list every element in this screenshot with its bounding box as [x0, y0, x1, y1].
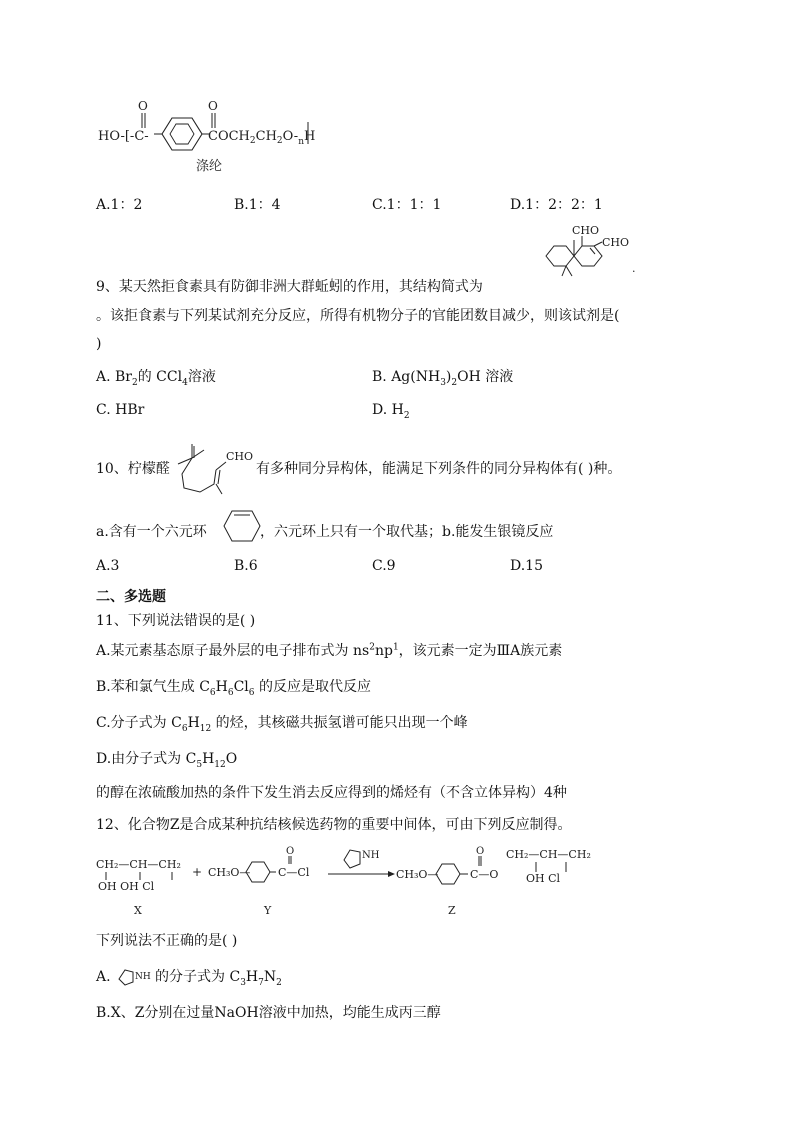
q12-reaction-drawing: [96, 842, 696, 922]
q12-option-a[interactable]: A. NH 的分子式为 $C_3H_7N_2$: [96, 969, 282, 988]
q9-stem-line1: 9、某天然拒食素具有防御非洲大群蚯蚓的作用，其结构简式为: [96, 279, 483, 295]
q12-reaction-scheme: [96, 842, 696, 922]
q8-option-d[interactable]: D.1：2：2：1: [510, 197, 603, 213]
q9-option-d[interactable]: D. $H_2$: [372, 402, 410, 421]
x-label: X: [134, 904, 142, 917]
q11-option-d-continued: 的醇在浓硫酸加热的条件下发生消去反应得到的烯烃有（不含立体异构）4种: [96, 785, 567, 801]
q9-structure: [540, 222, 640, 280]
z-label: Z: [448, 904, 456, 917]
citral-cho: CHO: [226, 450, 254, 463]
polyester-left-text: HO-[-C-: [98, 129, 149, 144]
z-carbonyl-o: O: [476, 846, 485, 857]
q9-stem-line3: ): [96, 336, 102, 352]
polyester-carbonyl-o-1: O: [138, 99, 148, 113]
q8-option-c[interactable]: C.1：1：1: [372, 197, 442, 213]
q9-option-a[interactable]: A. $Br_2$的 CCl$_4$溶液: [96, 369, 216, 388]
q9-stem-line2: 。该拒食素与下列某试剂充分反应，所得有机物分子的官能团数目减少，则该试剂是(: [96, 308, 620, 324]
citral-structure: [174, 440, 264, 496]
polyester-structure-drawing: [96, 96, 346, 176]
polyester-caption: 涤纶: [196, 159, 223, 174]
q11-option-d[interactable]: D.由分子式为 $C_5H_{12}O$: [96, 751, 238, 770]
q10-option-a[interactable]: A.3: [96, 558, 120, 574]
q12-stem: 12、化合物Z是合成某种抗结核候选药物的重要中间体，可由下列反应制得。: [96, 817, 572, 833]
q8-option-a[interactable]: A.1：2: [96, 197, 143, 213]
y-left: CH₃O—: [208, 866, 251, 879]
q10-option-d[interactable]: D.15: [510, 558, 543, 574]
q10-option-b[interactable]: B.6: [234, 558, 258, 574]
q9-structure-drawing: [540, 222, 640, 280]
z-top: CH₂—CH—CH₂: [506, 848, 591, 861]
z-bottom: OH Cl: [526, 872, 561, 885]
imidazole-icon: [115, 967, 155, 987]
q11-stem: 11、下列说法错误的是( ): [96, 613, 256, 629]
z-mid: C—O: [470, 868, 499, 881]
plus-sign: +: [192, 865, 203, 879]
q10-prefix: 10、柠檬醛: [96, 461, 170, 477]
q8-option-b[interactable]: B.1：4: [234, 197, 281, 213]
z-left: CH₃O—: [396, 868, 439, 881]
polyester-structure: [96, 96, 346, 176]
y-label: Y: [264, 904, 272, 917]
section-heading-multi-choice: 二、多选题: [96, 589, 166, 605]
polyester-carbonyl-o-2: O: [208, 99, 218, 113]
citral-drawing: [174, 440, 264, 496]
q9-cho-right: CHO: [602, 236, 630, 249]
q11-option-a[interactable]: A.某元素基态原子最外层的电子排布式为 $ns^2np^1$，该元素一定为ⅢA族元素: [96, 642, 563, 659]
q12-question: 下列说法不正确的是( ): [96, 933, 238, 949]
q9-option-b[interactable]: B. $Ag(NH_3)_2OH$ 溶液: [372, 369, 514, 388]
q10-stem-suffix: 有多种同分异构体，能满足下列条件的同分异构体有( )种。: [256, 461, 622, 477]
q12-option-b[interactable]: B.X、Z分别在过量NaOH溶液中加热，均能生成丙三醇: [96, 1005, 441, 1021]
y-right: C—Cl: [278, 866, 310, 879]
q10-condition-a: a.含有一个六元环: [96, 524, 207, 540]
svg-text:.: .: [632, 262, 636, 275]
q10-condition-b: ，六元环上只有一个取代基；b.能发生银镜反应: [260, 524, 554, 540]
y-carbonyl-o: O: [286, 846, 295, 857]
x-top: CH₂—CH—CH₂: [96, 858, 181, 871]
q9-option-c[interactable]: C. HBr: [96, 402, 145, 418]
q11-option-c[interactable]: C.分子式为 $C_6H_{12}$ 的烃，其核磁共振氢谱可能只出现一个峰: [96, 715, 468, 734]
polyester-right-text: $COCH_2CH_2O-_nH$: [208, 129, 316, 147]
q10-option-c[interactable]: C.9: [372, 558, 396, 574]
x-bottom: OH OH Cl: [98, 880, 155, 893]
q11-option-b[interactable]: B.苯和氯气生成 $C_6H_6Cl_6$ 的反应是取代反应: [96, 679, 371, 698]
imidazole-nh: NH: [362, 850, 380, 861]
q9-cho-top: CHO: [572, 224, 600, 237]
svg-text:NH: NH: [135, 972, 151, 982]
